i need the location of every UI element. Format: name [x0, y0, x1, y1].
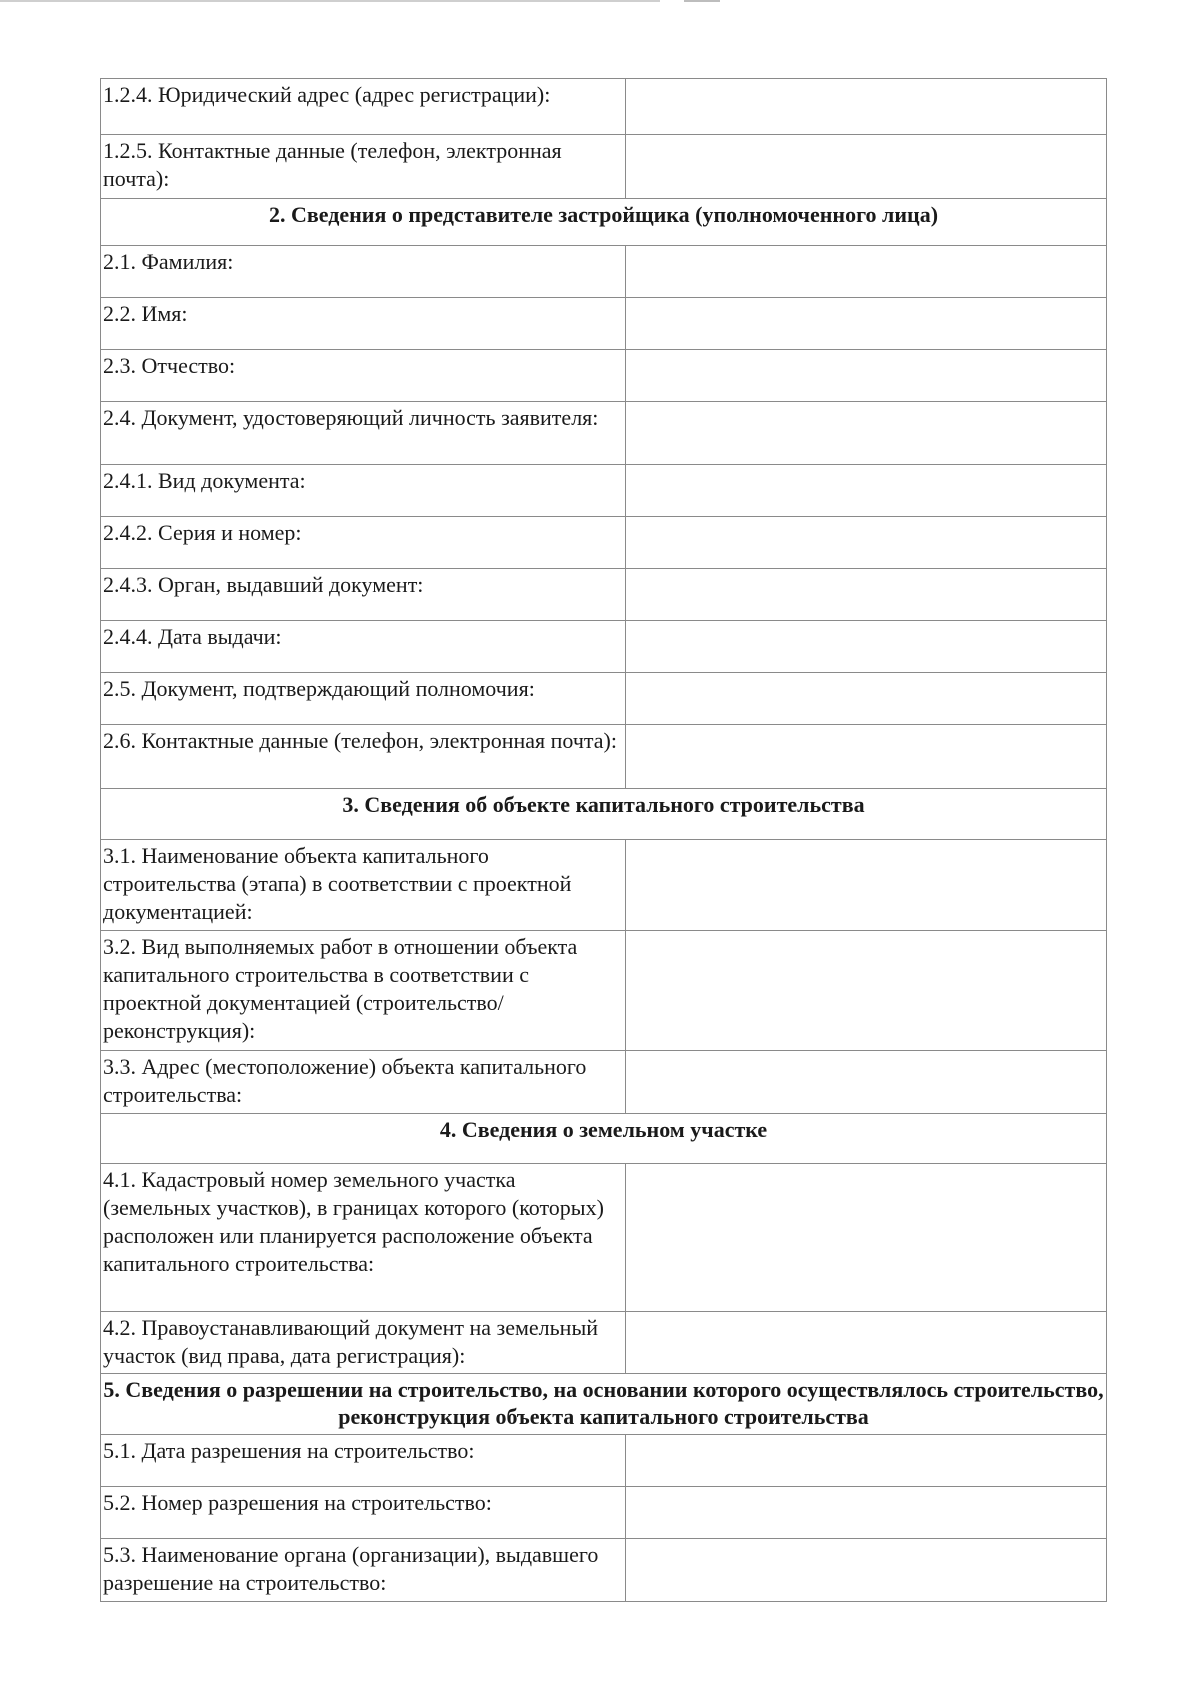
field-value-cell[interactable]: [626, 79, 1107, 135]
section-header-row: [101, 1374, 1107, 1435]
field-value-cell[interactable]: [626, 1435, 1107, 1487]
field-label: 2.4. Документ, удостоверяющий личность заявителя:: [101, 402, 626, 465]
field-label: 3.1. Наименование объекта капитального строительства (этапа) в соответствии с проектной документацией:: [101, 840, 626, 931]
application-form-table: [100, 78, 1107, 1602]
form-field-row: [101, 246, 1107, 298]
field-label: 2.4.2. Серия и номер:: [101, 517, 626, 569]
form-field-row: [101, 840, 1107, 931]
form-field-row: [101, 931, 1107, 1051]
field-value-cell[interactable]: [626, 402, 1107, 465]
field-label: 5.1. Дата разрешения на строительство:: [101, 1435, 626, 1487]
field-value-cell[interactable]: [626, 1051, 1107, 1114]
section-header-row: [101, 199, 1107, 246]
section-title: 2. Сведения о представителе застройщика (уполномоченного лица): [101, 199, 1107, 246]
field-value-cell[interactable]: [626, 1312, 1107, 1374]
field-label: 5.3. Наименование органа (организации), выдавшего разрешение на строительство:: [101, 1539, 626, 1602]
field-label: 2.6. Контактные данные (телефон, электронная почта):: [101, 725, 626, 789]
form-field-row: [101, 350, 1107, 402]
field-value-cell[interactable]: [626, 1539, 1107, 1602]
field-label: 2.4.1. Вид документа:: [101, 465, 626, 517]
form-field-row: [101, 1312, 1107, 1374]
field-value-cell[interactable]: [626, 569, 1107, 621]
form-field-row: [101, 569, 1107, 621]
form-field-row: [101, 79, 1107, 135]
field-value-cell[interactable]: [626, 673, 1107, 725]
field-value-cell[interactable]: [626, 517, 1107, 569]
section-header-row: [101, 1114, 1107, 1164]
field-value-cell[interactable]: [626, 135, 1107, 199]
section-title: 4. Сведения о земельном участке: [101, 1114, 1107, 1164]
field-label: 4.1. Кадастровый номер земельного участка (земельных участков), в границах которого (которых) расположен или планируется расположение объекта капитального строительства:: [101, 1164, 626, 1312]
field-label: 3.2. Вид выполняемых работ в отношении объекта капитального строительства в соответствии с проектной документацией (строительство/реконструкция):: [101, 931, 626, 1051]
field-label: 2.3. Отчество:: [101, 350, 626, 402]
form-field-row: [101, 135, 1107, 199]
field-label: 2.5. Документ, подтверждающий полномочия:: [101, 673, 626, 725]
field-label: 2.4.3. Орган, выдавший документ:: [101, 569, 626, 621]
field-value-cell[interactable]: [626, 840, 1107, 931]
field-label: 1.2.4. Юридический адрес (адрес регистрации):: [101, 79, 626, 135]
field-value-cell[interactable]: [626, 246, 1107, 298]
form-field-row: [101, 673, 1107, 725]
field-label: 2.4.4. Дата выдачи:: [101, 621, 626, 673]
field-value-cell[interactable]: [626, 931, 1107, 1051]
field-label: 1.2.5. Контактные данные (телефон, электронная почта):: [101, 135, 626, 199]
form-field-row: [101, 1487, 1107, 1539]
form-field-row: [101, 621, 1107, 673]
section-header-row: [101, 789, 1107, 840]
form-body: [101, 79, 1107, 1602]
form-field-row: [101, 465, 1107, 517]
form-field-row: [101, 517, 1107, 569]
field-label: 2.2. Имя:: [101, 298, 626, 350]
form-field-row: [101, 1051, 1107, 1114]
form-field-row: [101, 298, 1107, 350]
field-value-cell[interactable]: [626, 621, 1107, 673]
field-value-cell[interactable]: [626, 350, 1107, 402]
scan-top-edge: [0, 0, 1200, 2]
field-label: 3.3. Адрес (местоположение) объекта капитального строительства:: [101, 1051, 626, 1114]
form-field-row: [101, 1164, 1107, 1312]
field-value-cell[interactable]: [626, 465, 1107, 517]
field-value-cell[interactable]: [626, 298, 1107, 350]
form-field-row: [101, 725, 1107, 789]
field-label: 2.1. Фамилия:: [101, 246, 626, 298]
field-label: 5.2. Номер разрешения на строительство:: [101, 1487, 626, 1539]
field-value-cell[interactable]: [626, 1164, 1107, 1312]
field-value-cell[interactable]: [626, 725, 1107, 789]
field-value-cell[interactable]: [626, 1487, 1107, 1539]
form-field-row: [101, 402, 1107, 465]
section-title: 5. Сведения о разрешении на строительство, на основании которого осуществлялось строительство, реконструкция объекта капитального строительства: [101, 1374, 1107, 1435]
form-field-row: [101, 1435, 1107, 1487]
section-title: 3. Сведения об объекте капитального строительства: [101, 789, 1107, 840]
form-field-row: [101, 1539, 1107, 1602]
field-label: 4.2. Правоустанавливающий документ на земельный участок (вид права, дата регистрация):: [101, 1312, 626, 1374]
